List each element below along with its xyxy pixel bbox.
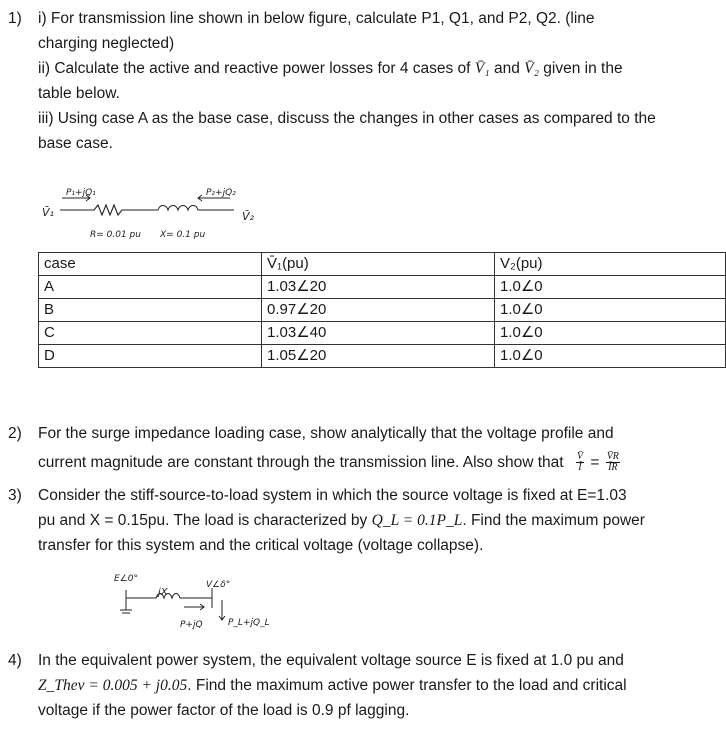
table-cell: 1.05∠20: [262, 345, 495, 368]
fraction-numerator: V̄R: [606, 451, 619, 463]
table-cell: 1.03∠40: [262, 322, 495, 345]
q1-part-i-line2: charging neglected): [38, 35, 175, 52]
v2-node-label: V̄₂: [242, 210, 254, 223]
q1-part-iii-line1: iii) Using case A as the base case, discuss the changes in other cases as compared to the: [38, 110, 656, 127]
q2-number: 2): [8, 425, 22, 442]
table-cell: B: [39, 299, 262, 322]
table-row: [39, 322, 726, 345]
q3-reactance-label: jX: [158, 587, 168, 598]
equals-sign: =: [590, 454, 600, 471]
q2-line2: [38, 452, 620, 474]
q1-part-ii-text-a: ii) Calculate the active and reactive power losses for 4 cases of: [38, 60, 475, 77]
q1-part-iii-line2: base case.: [38, 135, 113, 152]
table-header-case: case: [39, 253, 262, 276]
table-row: [39, 345, 726, 368]
fraction-numerator: V̄: [576, 451, 583, 463]
table-header-row: [39, 253, 726, 276]
table-cell: 1.0∠0: [495, 276, 726, 299]
table-header-v1: V̄₁(pu): [262, 253, 495, 276]
q4-line2: [38, 675, 627, 697]
fraction-v-over-i: [576, 452, 584, 473]
resistance-label: R= 0.01 pu: [90, 230, 141, 240]
load-voltage-label: V∠δ°: [206, 580, 231, 590]
q4-impedance-equation: Z_Thev = 0.005 + j0.05: [38, 677, 188, 694]
load-power-label: P_L+jQ_L: [228, 618, 270, 628]
stiff-source-figure: [108, 564, 278, 630]
v1-node-label: V̄₁: [42, 206, 54, 219]
table-row: [39, 276, 726, 299]
q4-number: 4): [8, 652, 22, 669]
v1-symbol: V̄₁: [474, 60, 490, 77]
sending-flow-label: P₁+jQ₁: [66, 188, 96, 198]
transmission-line-figure: [38, 178, 278, 242]
q3-line2-text-a: pu and X = 0.15pu. The load is characterized by: [38, 512, 372, 529]
q3-line3: transfer for this system and the critical voltage (voltage collapse).: [38, 537, 484, 554]
q1-part-ii-line2: table below.: [38, 85, 120, 102]
reactance-label: X= 0.1 pu: [160, 230, 206, 240]
cases-table: [38, 252, 726, 368]
q1-number: 1): [8, 10, 22, 27]
q1-part-i-line1: i) For transmission line shown in below figure, calculate P1, Q1, and P2, Q2. (line: [38, 10, 595, 27]
q2-line1: For the surge impedance loading case, show analytically that the voltage profile and: [38, 425, 614, 442]
table-header-v2: V₂(pu): [495, 253, 726, 276]
table-cell: 1.03∠20: [262, 276, 495, 299]
q4-line1: In the equivalent power system, the equivalent voltage source E is fixed at 1.0 pu and: [38, 652, 624, 669]
fraction-vr-over-ir: [606, 452, 620, 473]
source-voltage-label: E∠0°: [114, 574, 138, 584]
power-flow-label: P+jQ: [180, 620, 203, 630]
table-row: [39, 299, 726, 322]
receiving-flow-label: P₂+jQ₂: [206, 188, 236, 198]
table-cell: 1.0∠0: [495, 322, 726, 345]
table-cell: A: [39, 276, 262, 299]
table-cell: 0.97∠20: [262, 299, 495, 322]
q3-number: 3): [8, 487, 22, 504]
v2-symbol: V̄₂: [524, 60, 539, 77]
q1-part-ii-text-b: given in the: [539, 60, 623, 77]
q4-line2-text: . Find the maximum active power transfer to the load and critical: [187, 677, 627, 694]
fraction-denominator: ĪR: [608, 462, 618, 474]
q4-line3: voltage if the power factor of the load is 0.9 pf lagging.: [38, 702, 410, 719]
q3-line2: [38, 510, 645, 532]
table-cell: 1.0∠0: [495, 345, 726, 368]
q3-line1: Consider the stiff-source-to-load system in which the source voltage is fixed at E=1.03: [38, 487, 627, 504]
q3-line2-text-b: . Find the maximum power: [462, 512, 645, 529]
q1-part-ii-line1: [38, 58, 623, 80]
q1-part-ii-and: and: [489, 60, 525, 77]
q2-line2-text: current magnitude are constant through the transmission line. Also show that: [38, 454, 564, 471]
table-cell: 1.0∠0: [495, 299, 726, 322]
table-cell: C: [39, 322, 262, 345]
fraction-denominator: Ī: [578, 462, 582, 474]
q3-load-equation: Q_L = 0.1P_L: [371, 512, 463, 529]
table-cell: D: [39, 345, 262, 368]
